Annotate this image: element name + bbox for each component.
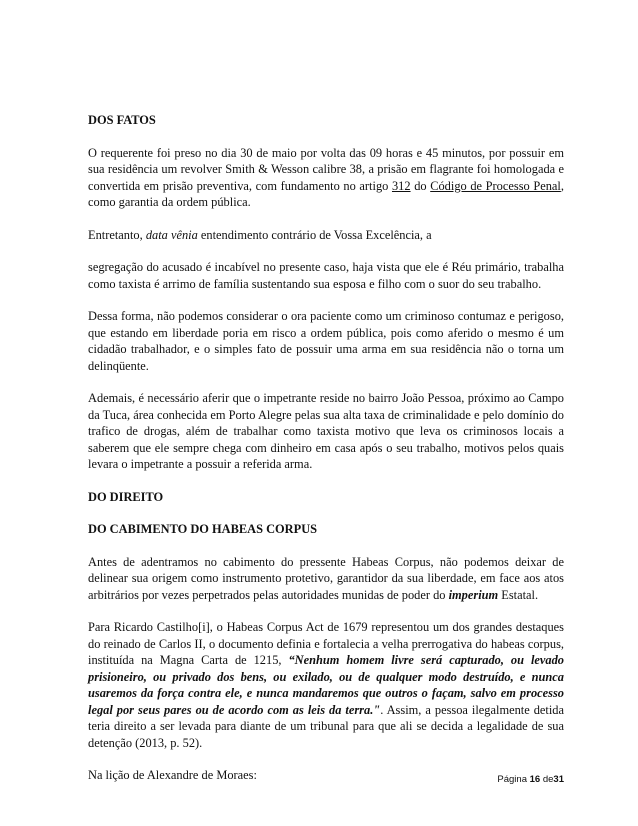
artigo-link[interactable]: 312 xyxy=(391,178,411,193)
paragraph-castilho xyxy=(88,619,564,751)
section-heading-fatos: DOS FATOS xyxy=(88,113,156,127)
section-heading-cabimento: DO CABIMENTO DO HABEAS CORPUS xyxy=(88,522,318,536)
paragraph-text: entendimento contrário de Vossa Excelência, a xyxy=(197,227,432,242)
paragraph-dessa-forma: Dessa forma, não podemos considerar o ora paciente como um criminoso contumaz e perigoso, que estando em liberdade poria em risco a ordem pública, pois como aferido o mesmo é um cidadão trabalhador, e o simples fato de possuir uma arma em sua residência não o torna um delinqüente. xyxy=(88,309,564,373)
paragraph-prisao xyxy=(88,145,564,211)
paragraph-entretanto xyxy=(88,227,564,244)
paragraph-licao: Na lição de Alexandre de Moraes: xyxy=(88,768,257,782)
page-label: Página xyxy=(497,774,527,785)
paragraph-text: do xyxy=(410,178,431,193)
paragraph-text: , como garantia da ordem pública. xyxy=(88,178,564,209)
paragraph-text: Entretanto, xyxy=(88,227,146,242)
document-body xyxy=(88,112,564,800)
total-pages-number: 31 xyxy=(553,774,564,785)
data-venia-text: data vênia xyxy=(145,227,198,242)
paragraph-text: O requerente foi preso no dia 30 de maio por volta das 09 horas e 45 minutos, por possuir em sua residência um revolver Smith & Wesson calibre 38, a prisão em flagrante foi homologada e convertida em prisão preventiva, com fundamento no artigo xyxy=(88,145,564,193)
codigo-processo-penal-link[interactable]: Código de Processo Penal xyxy=(430,178,561,193)
paragraph-text: Estatal. xyxy=(498,587,539,602)
imperium-text: imperium xyxy=(448,587,499,602)
magna-carta-quote: “Nenhum homem livre será capturado, ou levado prisioneiro, ou privado dos bens, ou exilado, ou de qualquer modo destruído, e nunca usaremos da força contra ele, e nunca mandaremos que outros o façam, salvo em processo legal por seus pares ou de acordo com as leis da terra." xyxy=(88,653,565,717)
paragraph-text: Para Ricardo Castilho[i], o Habeas Corpus Act de 1679 representou um dos grandes destaques do reinado de Carlos II, o documento definia e fortalecia a velha prerrogativa do habeas corpus, instituída na Magna Carta de 1215, xyxy=(88,620,564,667)
section-heading-direito: DO DIREITO xyxy=(88,489,164,504)
page-separator: de xyxy=(542,774,554,785)
paragraph-segregacao: segregação do acusado é incabível no presente caso, haja vista que ele é Réu primário, trabalha como taxista é arrimo de família sustentando sua esposa e filho com o suor do seu trabalho. xyxy=(88,260,564,291)
page-number-footer xyxy=(497,774,564,785)
paragraph-text: . Assim, a pessoa ilegalmente detida teria direito a ser levada para diante de um tribunal para que ali se decida a legalidade de sua detenção (2013, p. 52). xyxy=(88,702,564,750)
paragraph-text: Antes de adentramos no cabimento do pressente Habeas Corpus, não podemos deixar de delinear sua origem como instrumento protetivo, garantidor da sua liberdade, em face aos atos arbitrários por vezes perpetrados pelas autoridades munidas de poder do xyxy=(88,554,564,602)
current-page-number: 16 xyxy=(529,774,541,785)
paragraph-antes xyxy=(88,554,564,604)
paragraph-ademais: Ademais, é necessário aferir que o impetrante reside no bairro João Pessoa, próximo ao Campo da Tuca, área conhecida em Porto Alegre pelas sua alta taxa de criminalidade e pelo domínio do trafico de drogas, além de trabalhar como taxista motivo que leva os criminosos locais a saberem que ele sempre chega com dinheiro em casa após o seu trabalho, motivos pelos quais levara o impetrante a possuir a referida arma. xyxy=(88,391,564,471)
